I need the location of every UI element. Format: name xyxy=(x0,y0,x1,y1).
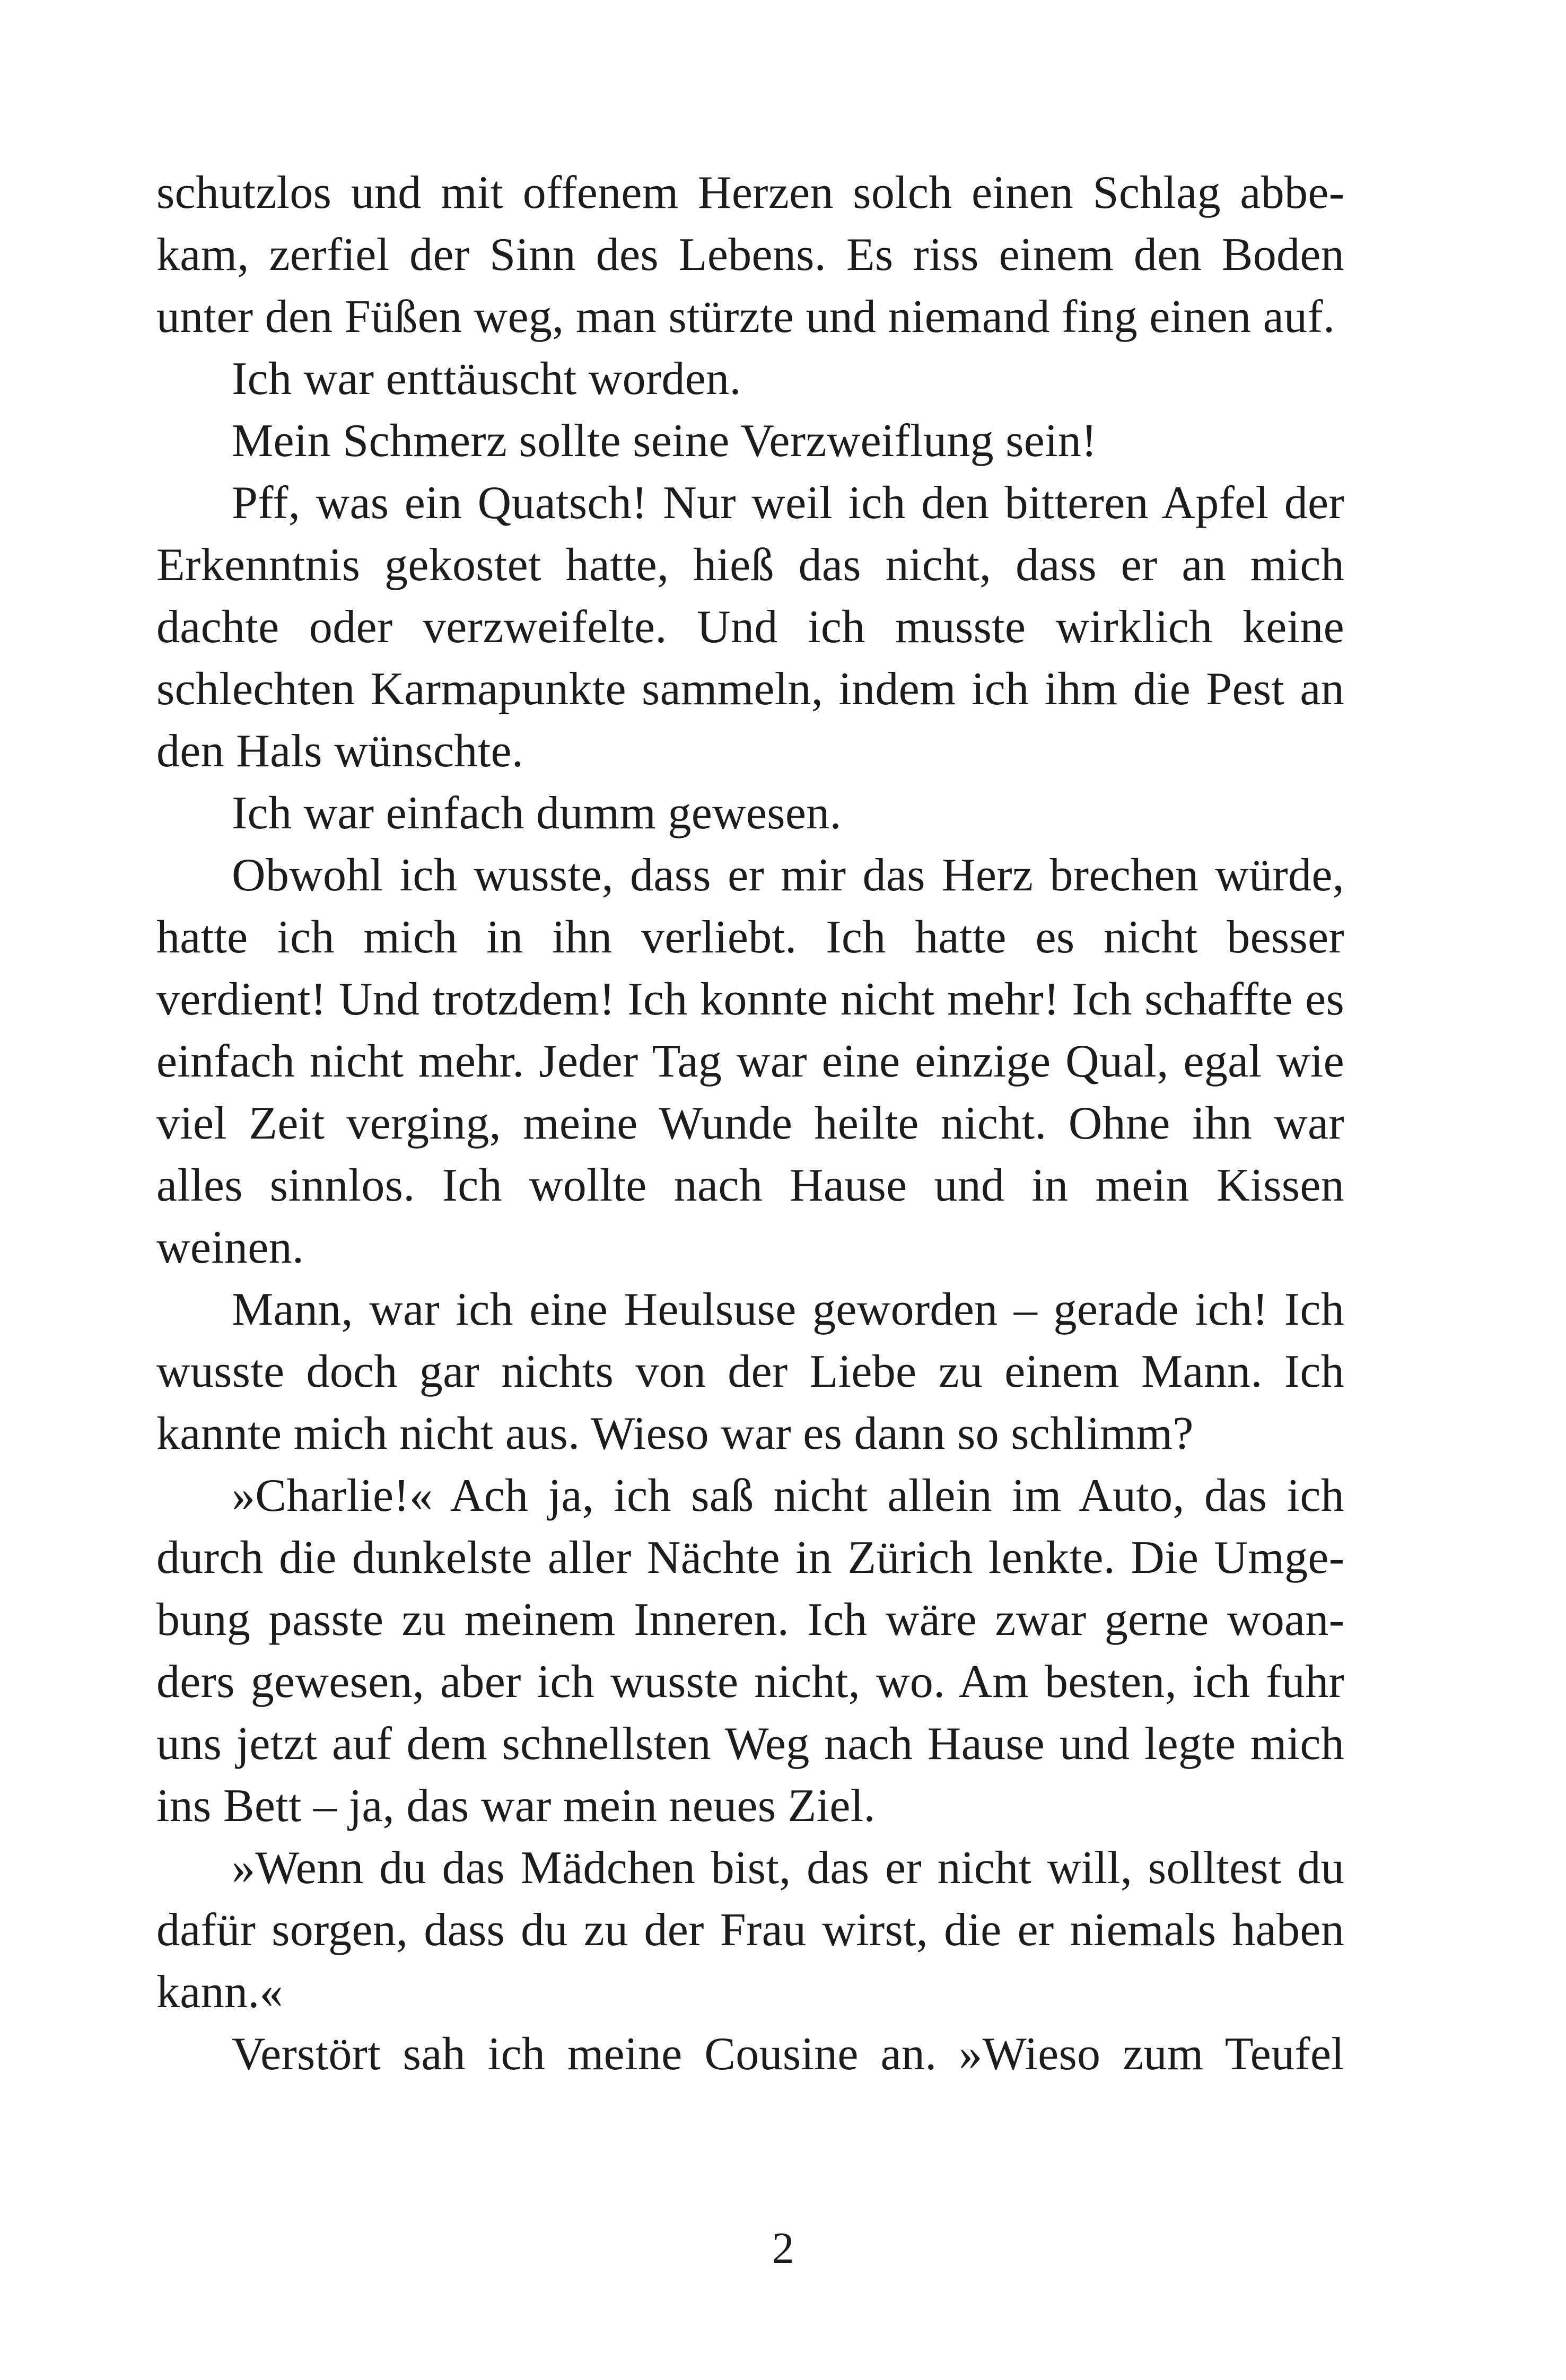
paragraph-5: Ich war einfach dumm gewesen. xyxy=(232,788,842,839)
paragraph-2: Ich war enttäuscht worden. xyxy=(232,353,741,405)
paragraph-3: Mein Schmerz sollte seine Verzweiflung sein! xyxy=(232,415,1097,467)
paragraph-8: »Charlie!« Ach ja, ich saß nicht allein im Auto, das ich durch die dunkelste aller Nächte in Zürich lenkte. Die Umgebung passte zu meinem Inneren. Ich wäre zwar gerne woanders gewesen, aber ich wusste nicht, wo. Am besten, ich fuhr uns jetzt auf dem schnellsten Weg nach Hause und legte mich ins Bett – ja, das war mein neues Ziel. xyxy=(156,1470,1344,1832)
paragraph-1: schutzlos und mit offenem Herzen solch einen Schlag abbekam, zerfiel der Sinn des Lebens. Es riss einem den Boden unter den Füßen weg, man stürzte und niemand fing einen auf. xyxy=(156,167,1344,343)
body-text xyxy=(156,162,1344,2085)
paragraph-10: Verstört sah ich meine Cousine an. »Wieso zum Teufel xyxy=(232,2028,1344,2080)
paragraph-7: Mann, war ich eine Heulsuse geworden – gerade ich! Ich wusste doch gar nichts von der Liebe zu einem Mann. Ich kannte mich nicht aus. Wieso war es dann so schlimm? xyxy=(156,1284,1344,1459)
paragraph-6: Obwohl ich wusste, dass er mir das Herz brechen würde, hatte ich mich in ihn verliebt. Ich hatte es nicht besser verdient! Und trotzdem! Ich konnte nicht mehr! Ich schaffte es einfach nicht mehr. Jeder Tag war eine einzige Qual, egal wie viel Zeit verging, meine Wunde heilte nicht. Ohne ihn war alles sinnlos. Ich wollte nach Hause und in mein Kissen weinen. xyxy=(156,850,1344,1273)
paragraph-9: »Wenn du das Mädchen bist, das er nicht will, solltest du dafür sorgen, dass du zu der Frau wirst, die er niemals haben kann.« xyxy=(156,1842,1344,2018)
page-number: 2 xyxy=(772,2224,794,2273)
paragraph-4: Pff, was ein Quatsch! Nur weil ich den bitteren Apfel der Erkenntnis gekostet hatte, hieß das nicht, dass er an mich dachte oder verzweifelte. Und ich musste wirklich keine schlechten Karmapunkte sammeln, indem ich ihm die Pest an den Hals wünschte. xyxy=(156,477,1344,777)
